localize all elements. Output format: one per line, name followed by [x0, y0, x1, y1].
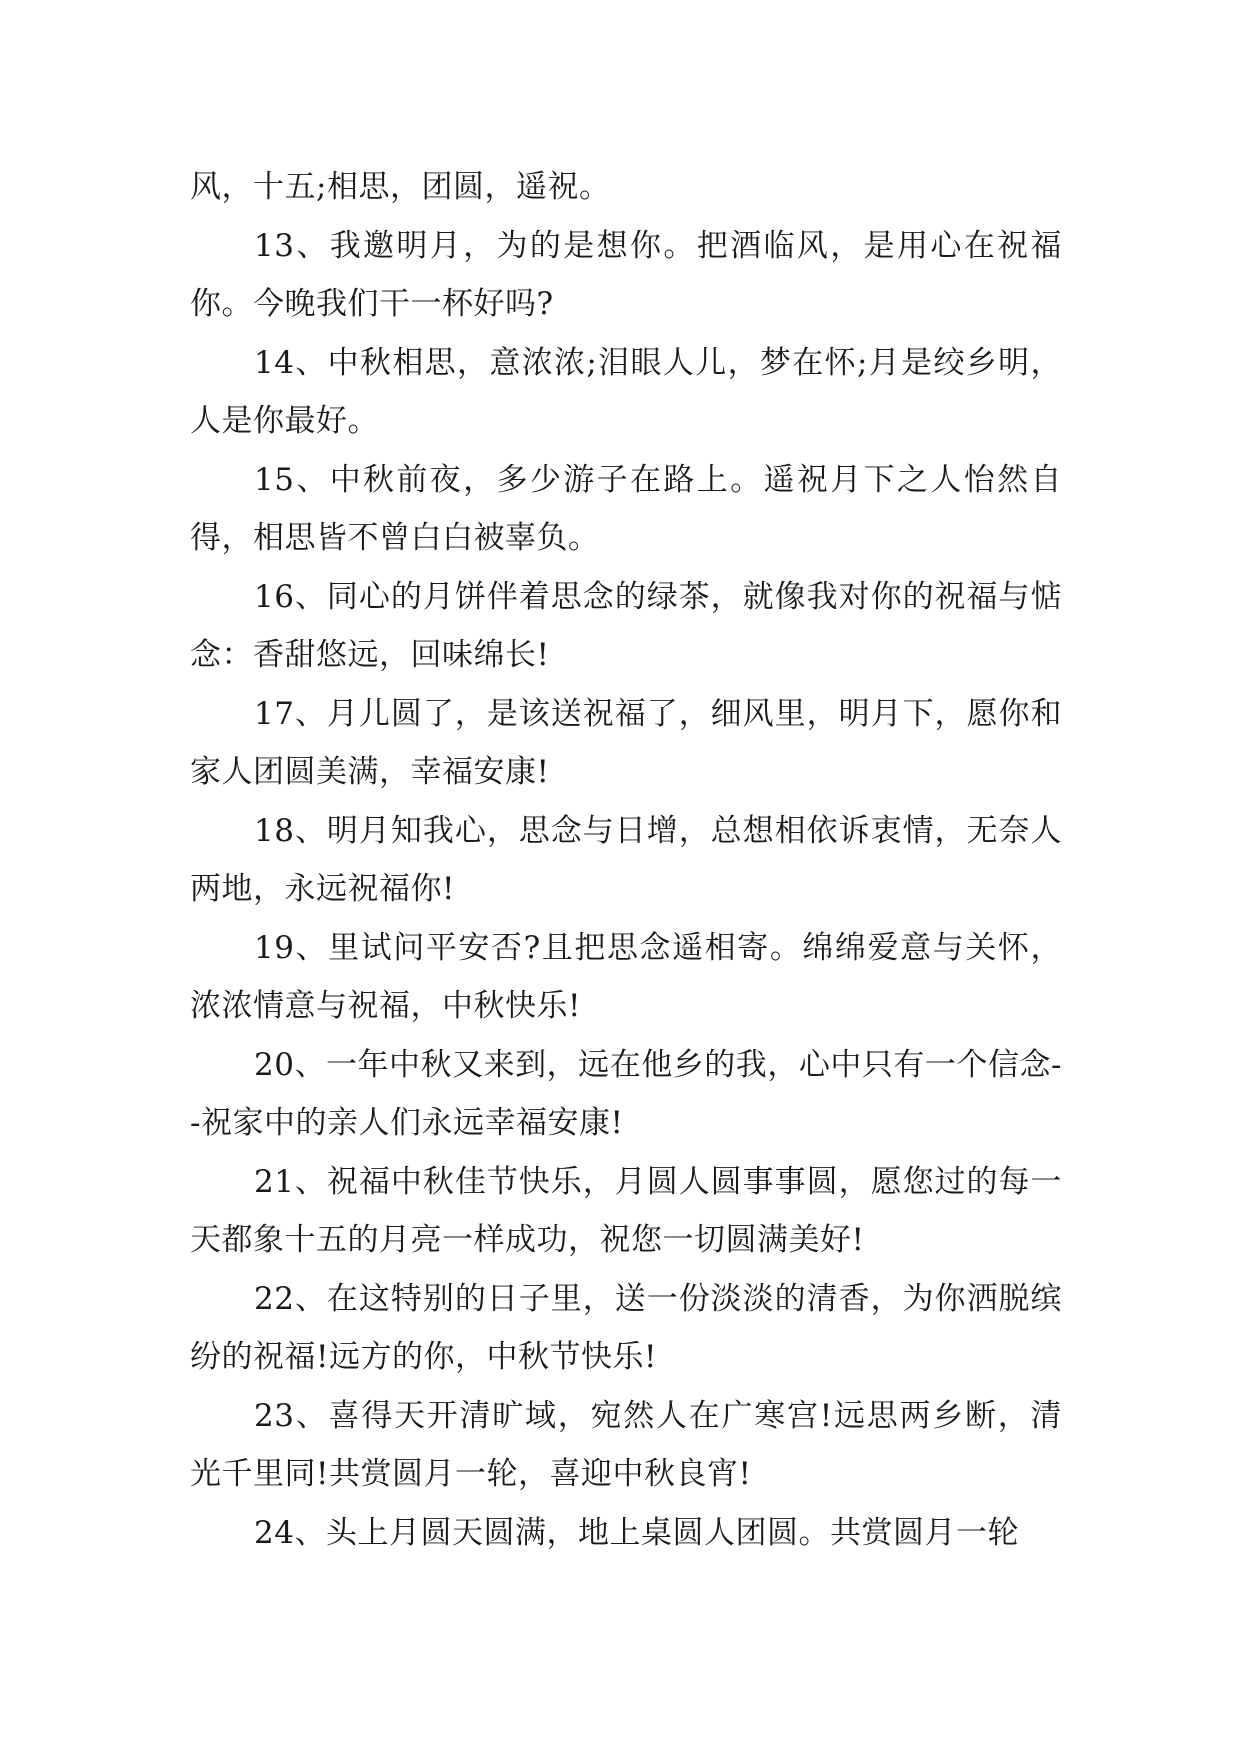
paragraph-20: 20、一年中秋又来到，远在他乡的我，心中只有一个信念--祝家中的亲人们永远幸福安康!	[190, 1046, 1062, 1141]
paragraph-24: 24、头上月圆天圆满，地上桌圆人团圆。共赏圆月一轮	[254, 1514, 1019, 1551]
paragraph-19: 19、里试问平安否?且把思念遥相寄。绵绵爱意与关怀，浓浓情意与祝福，中秋快乐!	[190, 929, 1062, 1024]
paragraph-18: 18、明月知我心，思念与日增，总想相依诉衷情，无奈人两地，永远祝福你!	[190, 812, 1062, 907]
paragraph-22: 22、在这特别的日子里，送一份淡淡的清香，为你洒脱缤纷的祝福!远方的你，中秋节快乐!	[190, 1280, 1062, 1375]
document-body	[190, 158, 1062, 1562]
paragraph-21: 21、祝福中秋佳节快乐，月圆人圆事事圆，愿您过的每一天都象十五的月亮一样成功，祝您一切圆满美好!	[190, 1163, 1062, 1258]
paragraph-continuation: 风，十五;相思，团圆，遥祝。	[190, 169, 611, 205]
paragraph-16: 16、同心的月饼伴着思念的绿茶，就像我对你的祝福与惦念：香甜悠远，回味绵长!	[190, 578, 1062, 673]
paragraph-17: 17、月儿圆了，是该送祝福了，细风里，明月下，愿你和家人团圆美满，幸福安康!	[190, 695, 1062, 790]
paragraph-15: 15、中秋前夜，多少游子在路上。遥祝月下之人怡然自得，相思皆不曾白白被辜负。	[190, 461, 1062, 556]
paragraph-23: 23、喜得天开清旷域，宛然人在广寒宫!远思两乡断，清光千里同!共赏圆月一轮，喜迎中秋良宵!	[190, 1397, 1062, 1492]
paragraph-14: 14、中秋相思，意浓浓;泪眼人儿，梦在怀;月是绞乡明，人是你最好。	[190, 344, 1062, 439]
paragraph-13: 13、我邀明月，为的是想你。把酒临风，是用心在祝福你。今晚我们干一杯好吗?	[190, 227, 1062, 322]
